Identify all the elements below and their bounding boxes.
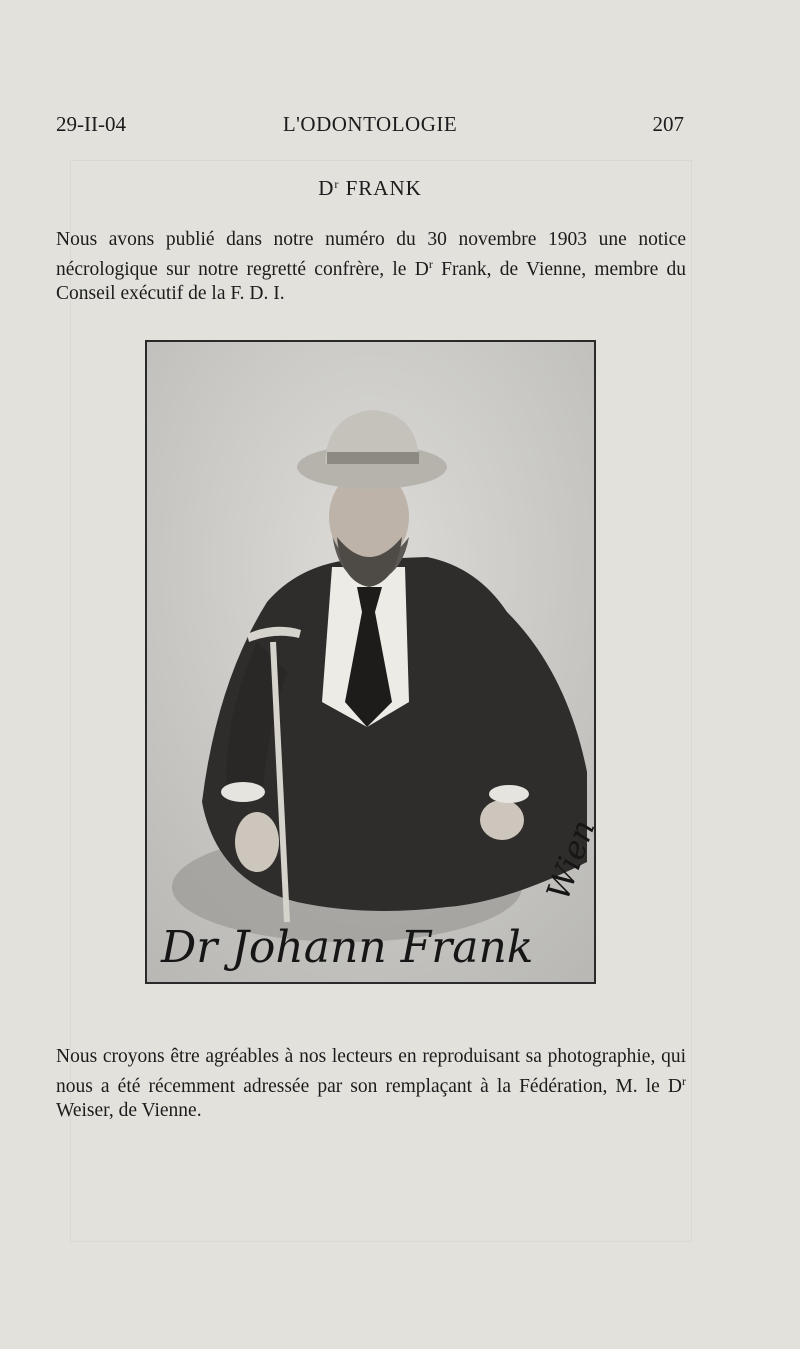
article-title <box>56 176 684 201</box>
header-journal-title: L'ODONTOLOGIE <box>282 112 458 136</box>
intro-text-part1: Nous avons publié dans notre numéro du 30 novembre 1903 une notice nécrologique sur notre regretté confrère, le D <box>56 229 686 280</box>
header-page-number: 207 <box>652 112 684 136</box>
title-name: FRANK <box>345 176 422 200</box>
intro-text-part2: Frank, de Vienne, membre du Conseil exécutif de la F. D. I. <box>56 259 686 304</box>
closing-superscript: r <box>682 1074 686 1088</box>
closing-paragraph <box>56 1045 686 1123</box>
intro-paragraph <box>56 228 686 306</box>
title-superscript: r <box>334 177 340 191</box>
header-date: 29-II-04 <box>56 112 126 136</box>
closing-text-part1: Nous croyons être agréables à nos lecteurs en reproduisant sa photographie, qui nous a été récemment adressée par son remplaçant à la Fédération, M. le D <box>56 1046 686 1097</box>
portrait-photograph <box>145 340 603 984</box>
intro-superscript: r <box>428 257 433 271</box>
running-header <box>56 112 684 142</box>
title-prefix: D <box>318 176 335 200</box>
photo-signature-location: Wien <box>538 814 603 905</box>
closing-text-part2: Weiser, de Vienne. <box>56 1100 202 1121</box>
portrait-illustration <box>147 342 603 982</box>
photo-signature: Dr Johann Frank <box>161 922 534 973</box>
